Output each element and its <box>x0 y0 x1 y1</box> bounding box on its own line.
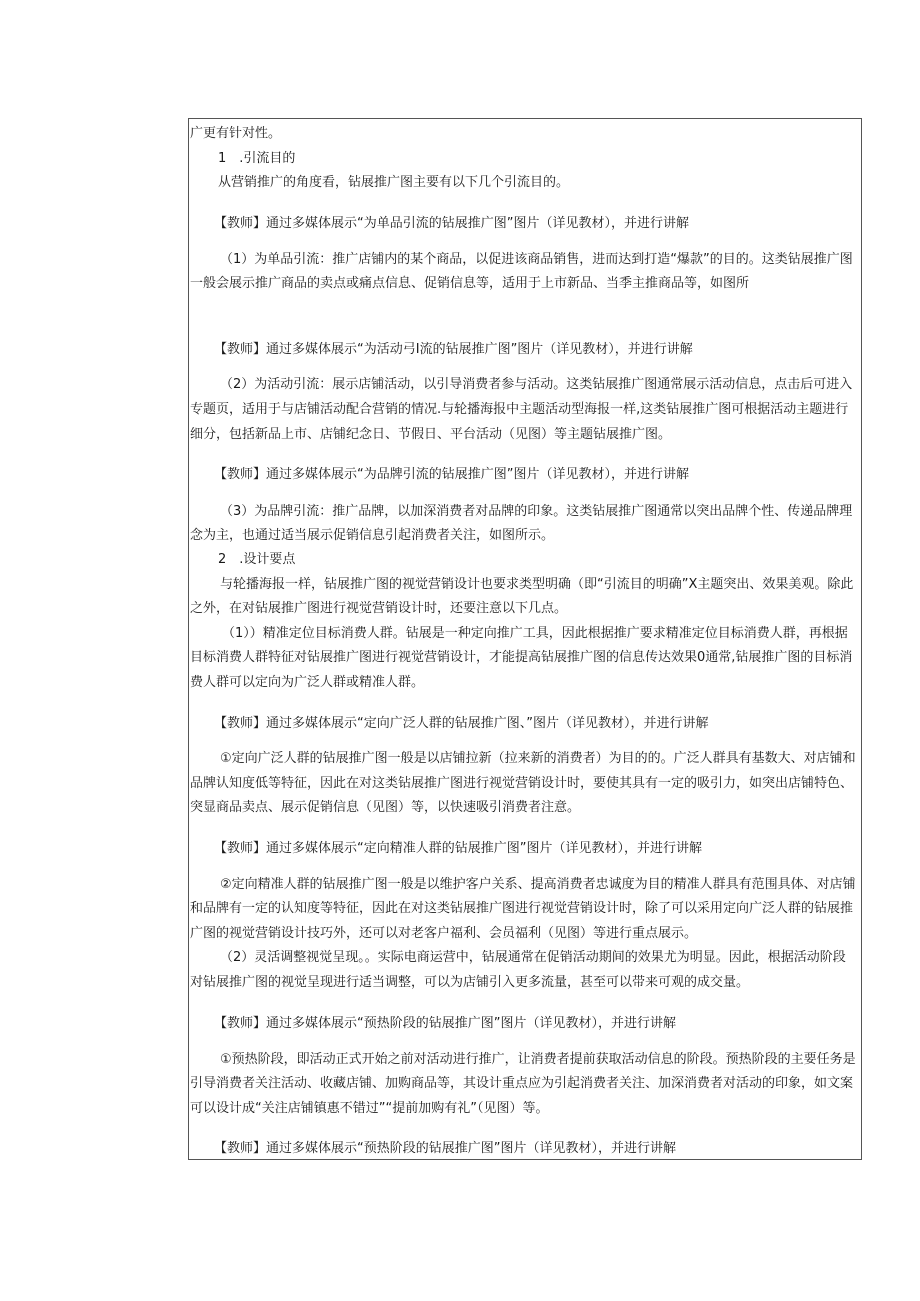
paragraph-line: （3）为品牌引流：推广品牌，以加深消费者对品牌的印象。这类钻展推广图通常以突出品牌个性、传递品牌理 <box>220 504 853 519</box>
paragraph-line: （2）为活动引流：展示店铺活动，以引导消费者参与活动。这类钻展推广图通常展示活动信息，点击后可进入 <box>220 377 853 392</box>
paragraph-line: ①定向广泛人群的钻展推广图一般是以店铺拉新（拉来新的消费者）为目的的。广泛人群具有基数大、对店铺和 <box>220 751 856 766</box>
teacher-note: 【教师】通过多媒体展示“定向广泛人群的钻展推广图、”图片（详见教材），并进行讲解 <box>214 716 709 731</box>
teacher-note: 【教师】通过多媒体展示“预热阶段的钻展推广图”图片（详见教材），并进行讲解 <box>214 1016 676 1031</box>
paragraph-line: 对钻展推广图的视觉呈现进行适当调整，可以为店铺引入更多流量，甚至可以带来可观的成交量。 <box>190 975 750 990</box>
text-line: 广更有针对性。 <box>190 126 282 141</box>
paragraph-line: 专题页，适用于与店铺活动配合营销的情况.与轮播海报中主题活动型海报一样,这类钻展推广图可根据活动主题进行 <box>190 402 849 417</box>
teacher-note: 【教师】通过多媒体展示“预热阶段的钻展推广图”图片（详见教材），并进行讲解 <box>214 1141 676 1156</box>
paragraph-line: ②定向精准人群的钻展推广图一般是以维护客户关系、提高消费者忠诚度为目的精准人群具有范围具体、对店铺 <box>220 877 856 892</box>
paragraph-line: 和品牌有一定的认知度等特征，因此在对这类钻展推广图进行视觉营销设计时，除了可以采用定向广泛人群的钻展推 <box>190 901 854 916</box>
paragraph-line: 可以设计成“关注店铺镇惠不错过”“提前加购有礼”（见图）等。 <box>190 1101 549 1116</box>
paragraph-line: 突显商品卖点、展示促销信息（见图）等，以快速吸引消费者注意。 <box>190 800 581 815</box>
teacher-note: 【教师】通过多媒体展示“为活动弓I流的钻展推广图”图片（详见教材），并进行讲解 <box>214 342 693 357</box>
paragraph-line: 费人群可以定向为广泛人群或精准人群。 <box>190 675 425 690</box>
paragraph-line: 与轮播海报一样，钻展推广图的视觉营销设计也要求类型明确（即“引流目的明确”X主题突出、效果美观。除此 <box>220 577 854 592</box>
section-heading-1: 1 .引流目的 <box>218 151 296 166</box>
paragraph-line: ①预热阶段，即活动正式开始之前对活动进行推广，让消费者提前获取活动信息的阶段。预热阶段的主要任务是 <box>220 1052 856 1067</box>
paragraph-line: （1））精准定位目标消费人群。钻展是一种定向推广工具，因此根据推广要求精准定位目标消费人群，再根据 <box>222 626 848 641</box>
section-heading-2: 2 .设计要点 <box>218 552 296 567</box>
teacher-note: 【教师】通过多媒体展示“为单品引流的钻展推广图”图片（详见教材），并进行讲解 <box>214 216 689 231</box>
paragraph-line: 品牌认知度低等特征，因此在对这类钻展推广图进行视觉营销设计时，要使其具有一定的吸引力，如突出店铺特色、 <box>190 776 854 791</box>
paragraph-line: 引导消费者关注活动、收藏店铺、加购商品等，其设计重点应为引起消费者关注、加深消费者对活动的印象，如文案 <box>190 1076 854 1091</box>
paragraph-line: 目标消费人群特征对钻展推广图进行视觉营销设计，才能提高钻展推广图的信息传达效果0通常,钻展推广图的目标消 <box>190 650 853 665</box>
paragraph-line: 广图的视觉营销设计技巧外，还可以对老客户福利、会员福利（见图）等进行重点展示。 <box>190 926 698 941</box>
teacher-note: 【教师】通过多媒体展示“为品牌引流的钻展推广图”图片（详见教材），并进行讲解 <box>214 467 689 482</box>
paragraph-line: 一般会展示推广商品的卖点或痛点信息、促销信息等，适用于上市新品、当季主推商品等，如图所 <box>190 276 750 291</box>
paragraph-line: 之外，在对钻展推广图进行视觉营销设计时，还要注意以下几点。 <box>190 601 568 616</box>
teacher-note: 【教师】通过多媒体展示“定向精准人群的钻展推广图”图片（详见教材），并进行讲解 <box>214 841 702 856</box>
text-line: 从营销推广的角度看，钻展推广图主要有以下几个引流目的。 <box>218 175 570 190</box>
paragraph-line: （2）灵活调整视觉呈现。。实际电商运营中，钻展通常在促销活动期间的效果尤为明显。因此，根据活动阶段 <box>220 950 846 965</box>
paragraph-line: （1）为单品引流：推广店铺内的某个商品，以促进该商品销售，进而达到打造“爆款”的目的。这类钻展推广图 <box>220 252 853 267</box>
paragraph-line: 念为主，也通过适当展示促销信息引起消费者关注，如图所示。 <box>190 528 555 543</box>
paragraph-line: 细分，包括新品上市、店铺纪念日、节假日、平台活动（见图）等主题钻展推广图。 <box>190 427 672 442</box>
